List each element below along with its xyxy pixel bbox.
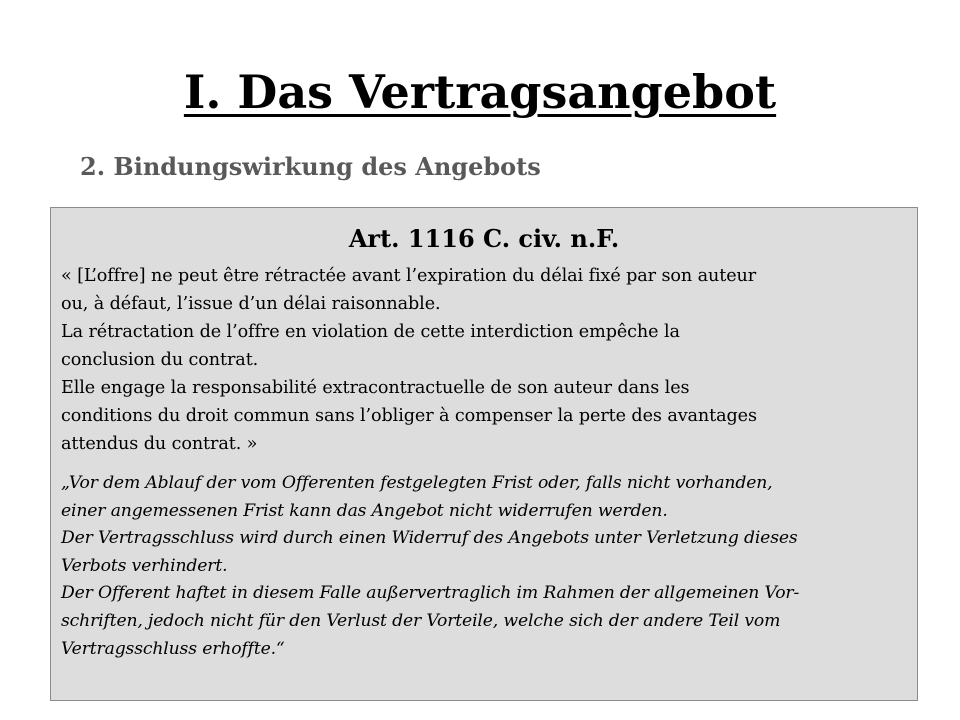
- french-line: conclusion du contrat.: [61, 350, 259, 370]
- french-line: Elle engage la responsabilité extracontractuelle de son auteur dans les: [61, 378, 690, 398]
- french-line: ou, à défaut, l’issue d’un délai raisonnable.: [61, 294, 441, 314]
- german-line: einer angemessenen Frist kann das Angebot nicht widerrufen werden.: [61, 500, 668, 521]
- french-line: conditions du droit commun sans l’obliger à compenser la perte des avantages: [61, 406, 757, 426]
- german-line: „Vor dem Ablauf der vom Offerenten festgelegten Frist oder, falls nicht vorhanden,: [61, 473, 773, 493]
- article-heading: Art. 1116 C. civ. n.F.: [348, 224, 620, 253]
- french-statute-text: [61, 262, 907, 458]
- german-line: Der Vertragsschluss wird durch einen Widerruf des Angebots unter Verletzung dieses: [61, 528, 798, 549]
- french-line: « [L’offre] ne peut être rétractée avant l’expiration du délai fixé par son auteur: [61, 266, 757, 286]
- slide-subtitle: 2. Bindungswirkung des Angebots: [80, 152, 541, 181]
- german-line: Vertragsschluss erhoffte.“: [61, 638, 285, 659]
- statute-quote-box: [50, 207, 918, 701]
- german-line: schriften, jedoch nicht für den Verlust der Vorteile, welche sich der andere Teil vom: [61, 610, 781, 631]
- german-line: Der Offerent haftet in diesem Falle außervertraglich im Rahmen der allgemeinen Vor-: [61, 583, 800, 604]
- slide-title: I. Das Vertragsangebot: [183, 65, 777, 119]
- french-line: attendus du contrat. »: [61, 434, 258, 454]
- french-line: La rétractation de l’offre en violation de cette interdiction empêche la: [61, 322, 680, 342]
- german-translation-text: [61, 470, 907, 663]
- german-line: Verbots verhindert.: [61, 555, 228, 576]
